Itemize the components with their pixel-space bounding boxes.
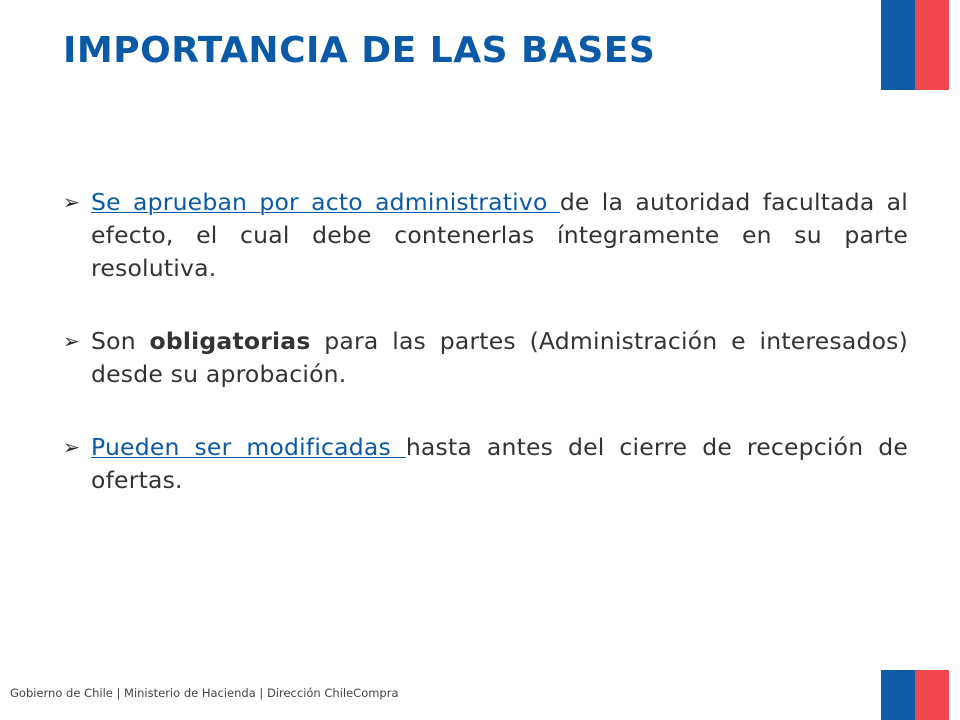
flag-red-stripe <box>915 0 949 90</box>
bullet-bold-obligatory: obligatorias <box>149 327 311 355</box>
chile-flag-stripe-bottom <box>881 670 949 720</box>
bullet-text-obligatory: para las partes (Administración e interesados) desde su aprobación. <box>91 327 908 388</box>
footer-text: Gobierno de Chile | Ministerio de Hacienda | Dirección ChileCompra <box>10 686 399 700</box>
arrow-bullet-icon: ➢ <box>63 435 80 459</box>
flag-blue-stripe <box>881 670 915 720</box>
bullet-list <box>63 186 908 537</box>
bullet-pre-text-obligatory: Son <box>91 327 150 355</box>
chile-flag-stripe-top <box>881 0 949 90</box>
bullet-item-approval <box>63 186 908 285</box>
bullet-link-modification[interactable]: Pueden ser modificadas <box>91 433 406 461</box>
flag-blue-stripe <box>881 0 915 90</box>
bullet-item-obligatory <box>63 325 908 391</box>
slide-title: IMPORTANCIA DE LAS BASES <box>63 30 656 71</box>
bullet-link-approval[interactable]: Se aprueban por acto administrativo <box>91 188 560 216</box>
arrow-bullet-icon: ➢ <box>63 190 80 214</box>
arrow-bullet-icon: ➢ <box>63 329 80 353</box>
bullet-item-modification <box>63 431 908 497</box>
bullet-text-approval: de la autoridad facultada al efecto, el cual debe contenerlas íntegramente en su parte resolutiva. <box>91 188 908 282</box>
bullet-text-modification: hasta antes del cierre de recepción de ofertas. <box>91 433 908 494</box>
flag-red-stripe <box>915 670 949 720</box>
